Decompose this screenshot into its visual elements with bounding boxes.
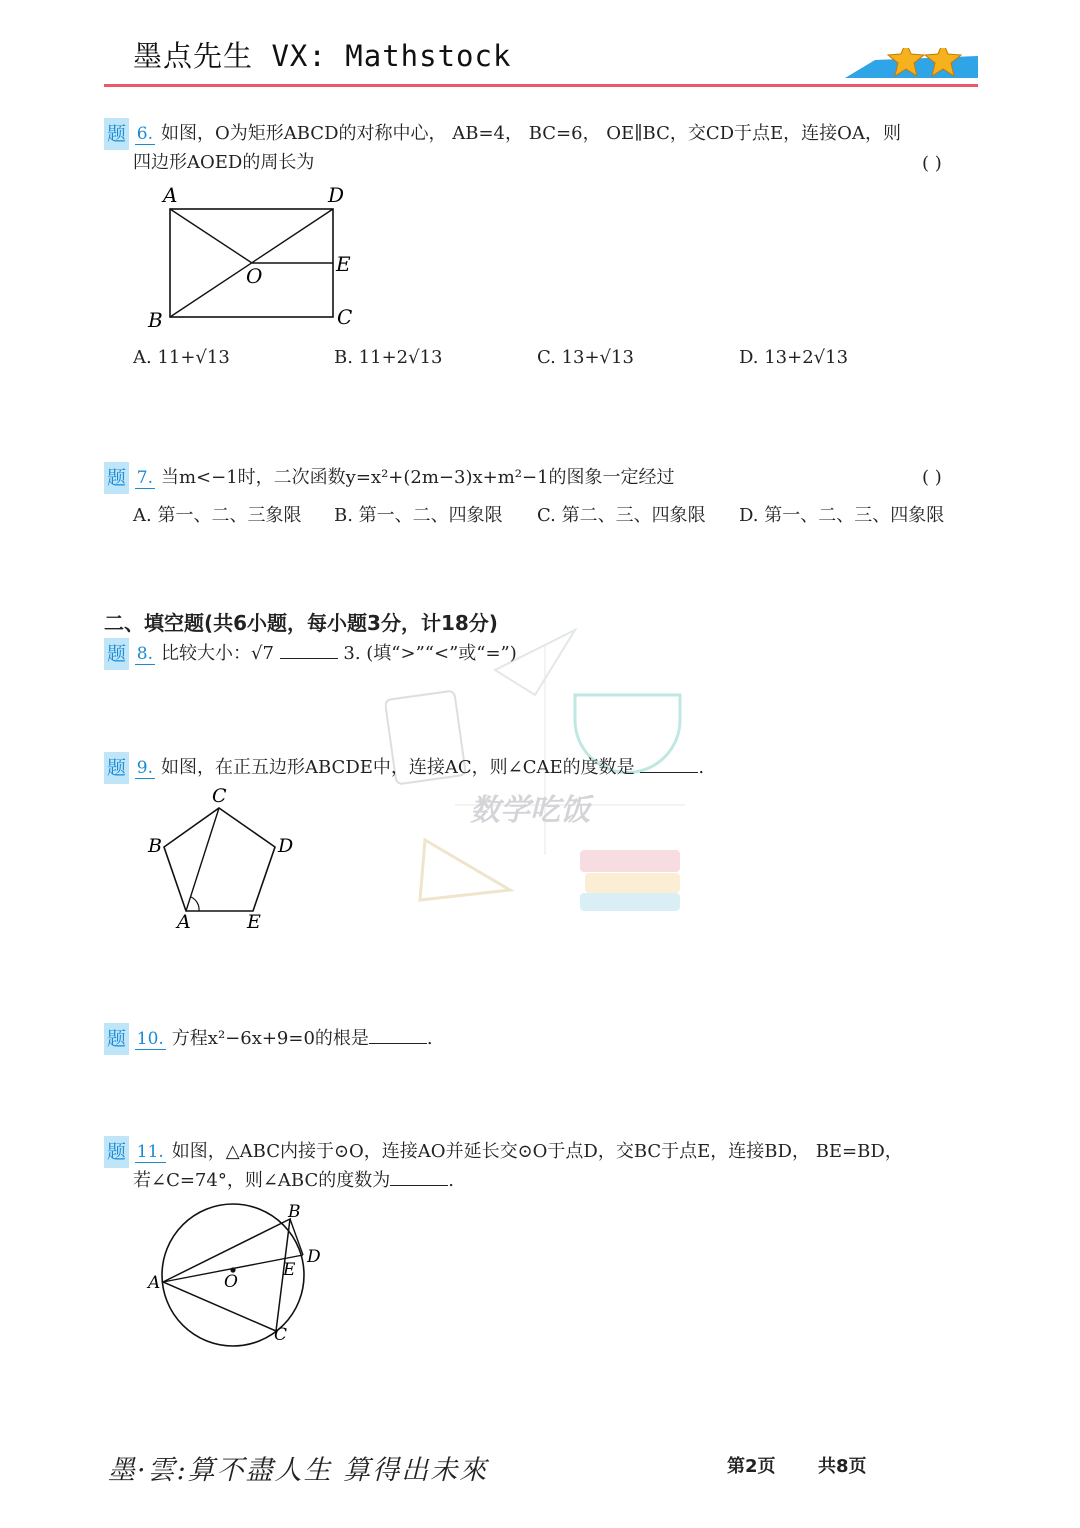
- question-text: 如图，在正五边形ABCDE中，连接AC，则∠CAE的度数是: [160, 757, 635, 778]
- label-o: O: [224, 1272, 238, 1292]
- header-decoration: [100, 48, 980, 93]
- question-tag: 题: [104, 752, 129, 784]
- section-title: 二、填空题(共6小题，每小题3分，计18分): [104, 611, 498, 635]
- label-b: B: [148, 308, 163, 332]
- label-b: B: [148, 835, 162, 857]
- label-a: A: [163, 183, 178, 207]
- question-text: .: [426, 1028, 433, 1049]
- question-6-line1: [104, 118, 901, 150]
- option-d: D. 13+2√13: [739, 347, 849, 368]
- option-b: B. 11+2√13: [334, 347, 443, 368]
- watermark-text: 数学吃饭: [470, 793, 590, 828]
- question-text: .: [698, 757, 705, 778]
- answer-blank[interactable]: [369, 1025, 427, 1044]
- question-11-line1: [104, 1136, 903, 1168]
- option-c: C. 第二、三、四象限: [537, 505, 706, 526]
- option-a: A. 11+√13: [133, 347, 230, 368]
- rectangle-figure: [140, 180, 380, 335]
- label-c: C: [212, 785, 227, 807]
- label-d: D: [278, 835, 294, 857]
- triangle-ruler-icon: [420, 840, 510, 900]
- label-a: A: [148, 1273, 161, 1293]
- pentagon-figure: [140, 780, 310, 940]
- question-text: 比较大小：√7: [160, 643, 274, 664]
- question-tag: 题: [104, 638, 129, 670]
- total-pages: 共8页: [818, 1456, 867, 1477]
- answer-paren: ( ): [922, 467, 942, 488]
- option-b: B. 第一、二、四象限: [334, 505, 503, 526]
- question-tag: 题: [104, 462, 129, 494]
- question-tag: 题: [104, 118, 129, 150]
- answer-paren: ( ): [922, 153, 942, 174]
- question-tag: 题: [104, 1023, 129, 1055]
- question-number: 7.: [136, 468, 153, 488]
- option-c: C. 13+√13: [537, 347, 634, 368]
- question-number: 9.: [136, 758, 153, 778]
- answer-blank[interactable]: [390, 1167, 448, 1186]
- header-title: 墨点先生 VX: Mathstock: [133, 39, 512, 73]
- label-c: C: [337, 305, 353, 329]
- page-number: 第2页: [727, 1456, 776, 1477]
- question-number: 6.: [136, 124, 153, 144]
- question-7: [104, 462, 675, 494]
- question-text: 3. (填“>”“<”或“=”): [343, 643, 517, 664]
- option-d: D. 第一、二、三、四象限: [739, 505, 945, 526]
- label-d: D: [328, 183, 345, 207]
- question-text: 当m<−1时，二次函数y=x²+(2m−3)x+m²−1的图象一定经过: [160, 467, 675, 488]
- label-c: C: [274, 1325, 288, 1345]
- label-b: B: [288, 1202, 301, 1222]
- label-d: D: [307, 1247, 321, 1267]
- books-icon: [580, 850, 680, 911]
- question-number: 11.: [136, 1142, 164, 1162]
- question-10: [104, 1023, 433, 1055]
- question-number: 10.: [136, 1029, 164, 1049]
- question-number: 8.: [136, 644, 153, 664]
- question-text: 方程x²−6x+9=0的根是: [171, 1028, 369, 1049]
- question-text: 如图，O为矩形ABCD的对称中心， AB=4， BC=6， OE∥BC，交CD于点E，连接OA，则: [160, 123, 901, 144]
- option-a: A. 第一、二、三象限: [133, 505, 302, 526]
- label-a: A: [177, 911, 191, 933]
- label-e: E: [336, 252, 351, 276]
- footer-slogan: 墨·雲:算不盡人生 算得出未來: [108, 1455, 489, 1486]
- question-text: 若∠C=74°，则∠ABC的度数为: [133, 1170, 391, 1191]
- label-e: E: [283, 1260, 296, 1280]
- answer-blank[interactable]: [640, 754, 698, 773]
- question-text: 如图，△ABC内接于⊙O，连接AO并延长交⊙O于点D，交BC于点E，连接BD， BE=BD，: [171, 1141, 903, 1162]
- label-e: E: [247, 911, 261, 933]
- answer-blank[interactable]: [280, 640, 338, 659]
- label-o: O: [246, 264, 263, 288]
- circle-figure: [140, 1195, 340, 1355]
- question-11-line2: [133, 1166, 454, 1196]
- question-text: .: [448, 1170, 454, 1191]
- paper-plane-icon: [495, 630, 575, 695]
- question-tag: 题: [104, 1136, 129, 1168]
- question-6-line2: 四边形AOED的周长为: [133, 152, 315, 173]
